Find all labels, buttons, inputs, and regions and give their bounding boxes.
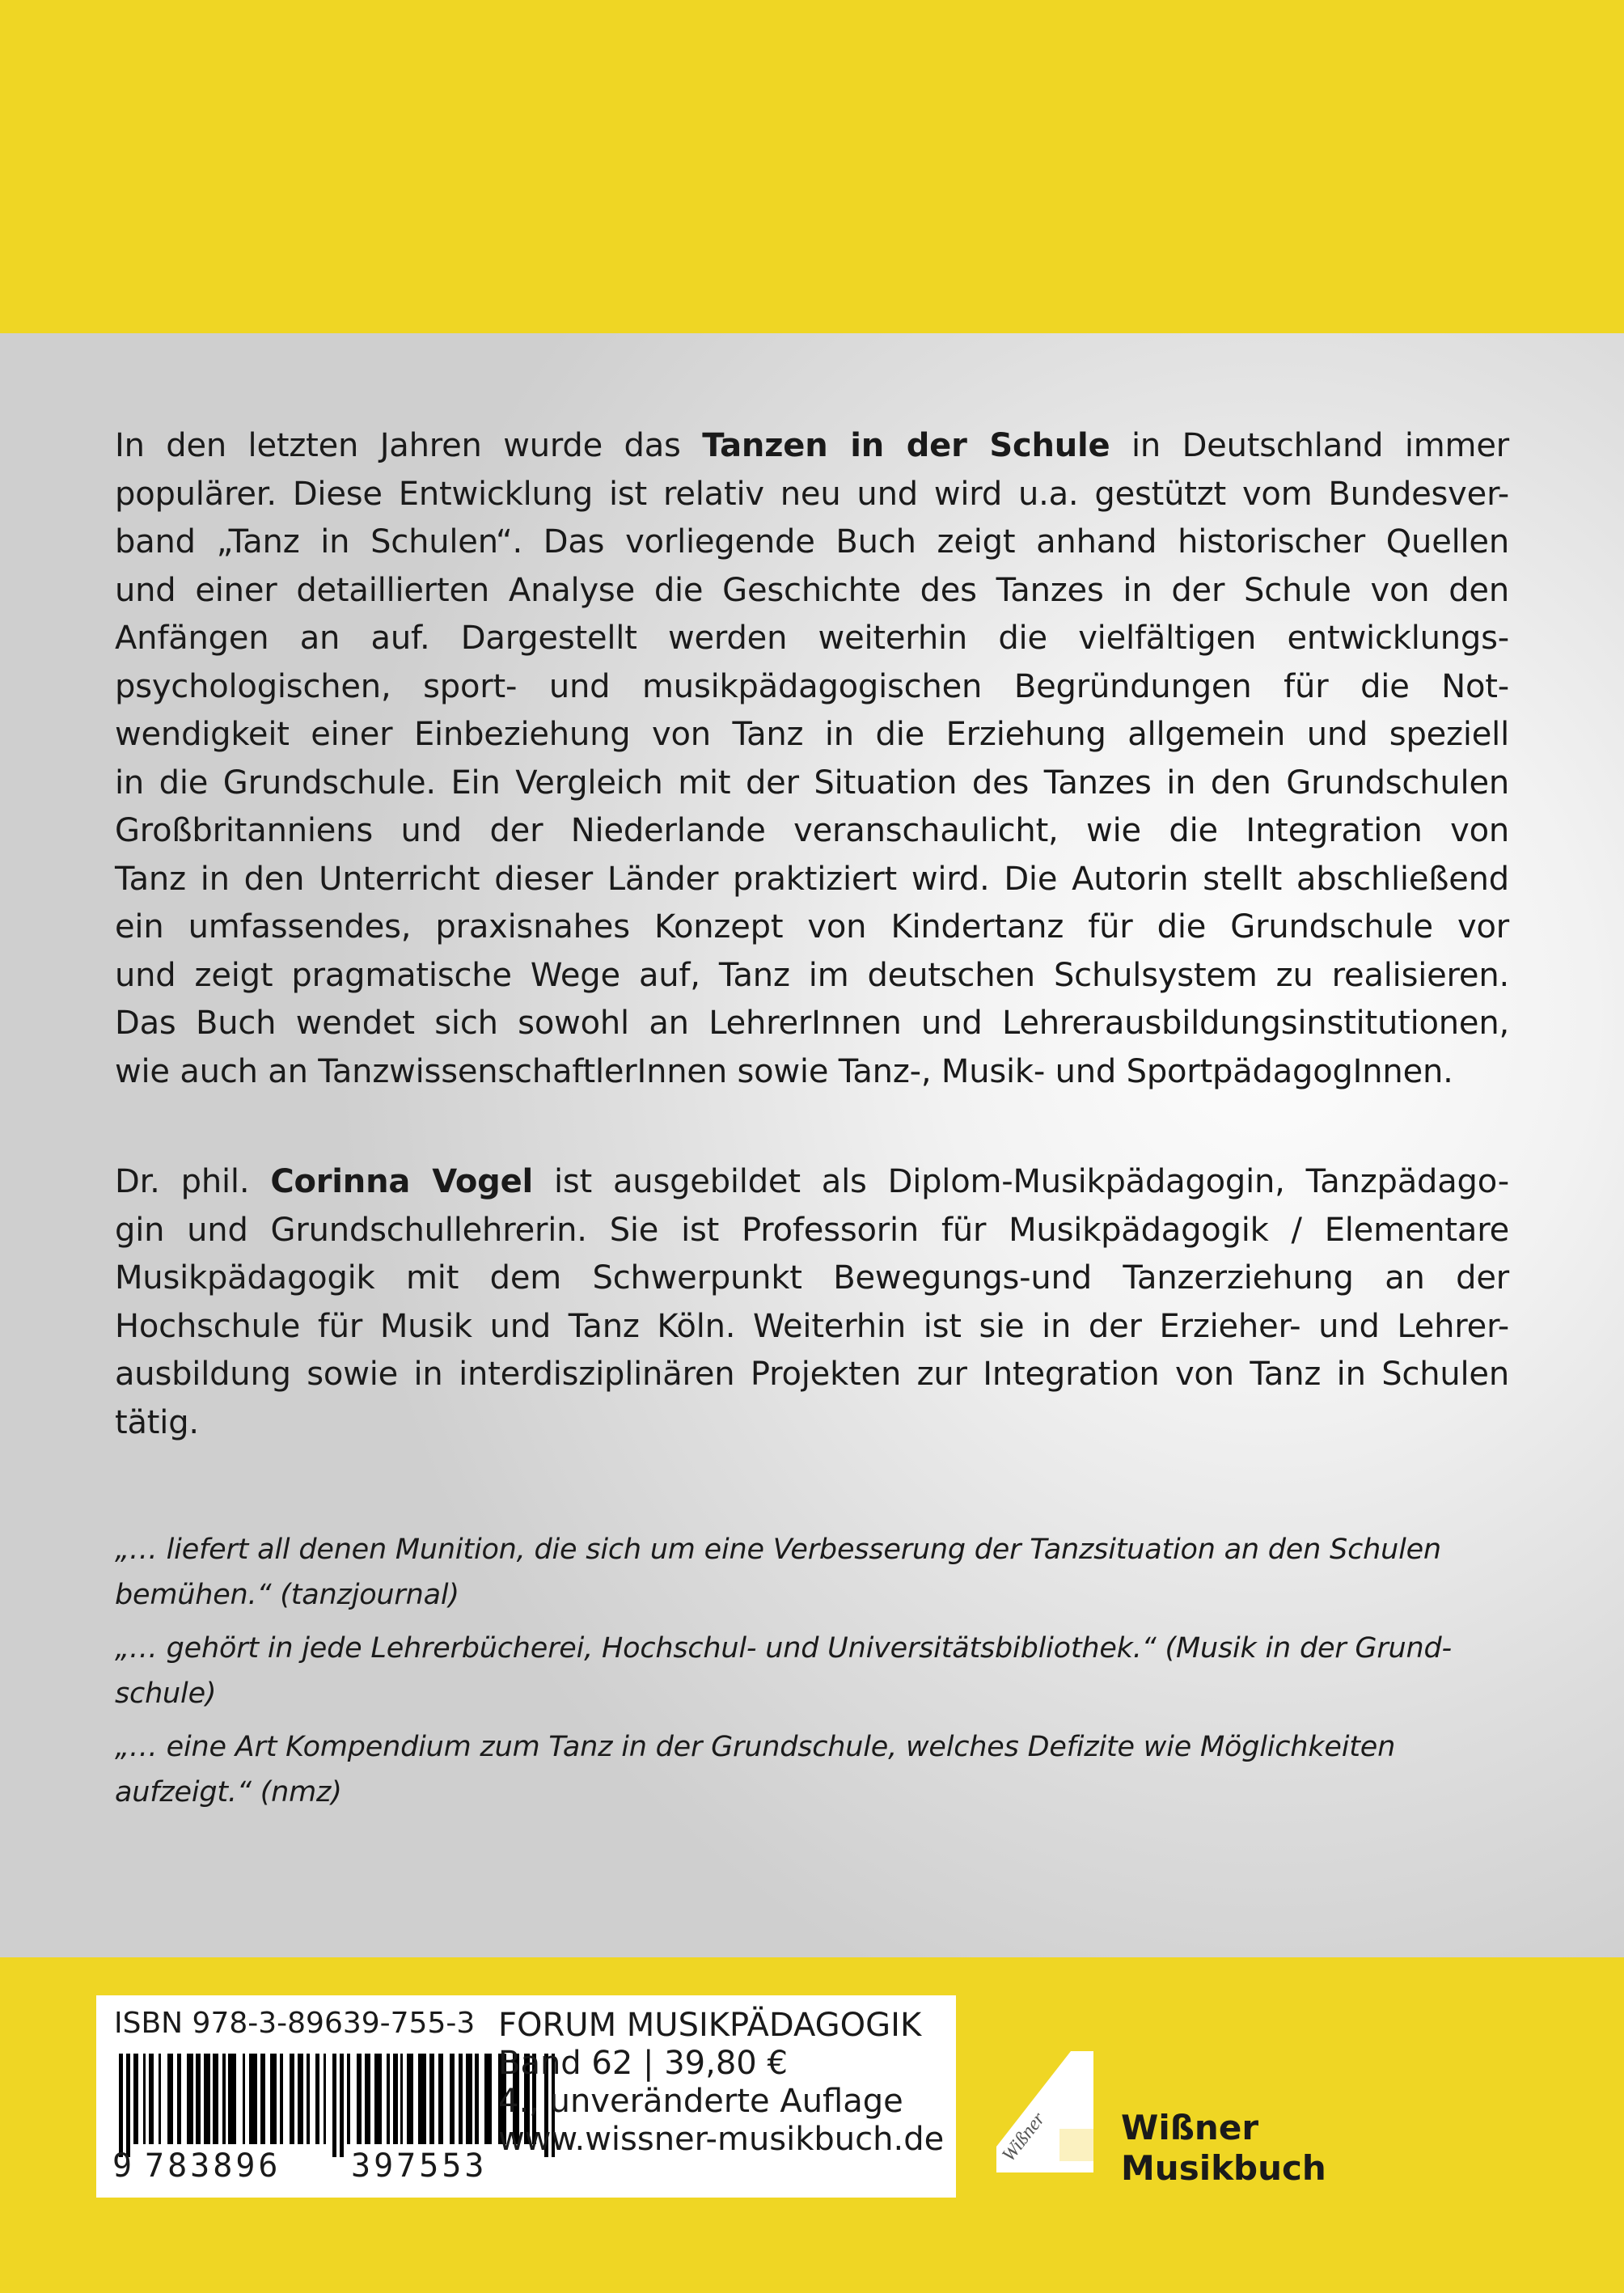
text-line: [115, 1351, 1509, 1399]
band-price: Band 62 | 39,80 €: [498, 2045, 788, 2082]
quote-line: schule): [115, 1677, 217, 1710]
text-line: [115, 856, 1509, 904]
quote-line: „… liefert all denen Munition, die sich um eine Verbesserung der Tanzsituation an den Schulen: [115, 1534, 1441, 1566]
series-info: [498, 2007, 944, 2159]
text-segment: wie auch an TanzwissenschaftlerInnen sowie Tanz-, Musik- und SportpädagogInnen.: [115, 1052, 1453, 1090]
barcode: [119, 2054, 556, 2157]
text-line: [115, 1303, 1509, 1352]
text-segment: und zeigt pragmatische Wege auf, Tanz im deutschen Schulsystem zu realisieren.: [115, 956, 1509, 994]
author-bio: [115, 1158, 1509, 1447]
text-segment: psychologischen, sport- und musikpädagogischen Begründungen für die Not-: [115, 667, 1509, 705]
isbn-number: ISBN 978-3-89639-755-3: [114, 2007, 476, 2040]
text-line: [115, 518, 1509, 567]
wissner-logo-icon: [996, 2051, 1093, 2172]
quote-line: aufzeigt.“ (nmz): [115, 1776, 342, 1809]
emphasis-text: Corinna Vogel: [270, 1163, 534, 1200]
text-segment: in die Grundschule. Ein Vergleich mit der Situation des Tanzes in den Grundschulen: [115, 764, 1509, 802]
review-quote-nmz: [115, 1724, 1509, 1815]
text-line: [115, 1158, 1509, 1207]
text-segment: populärer. Diese Entwicklung ist relativ neu und wird u.a. gestützt vom Bundesver-: [115, 475, 1509, 513]
review-quote-tanzjournal: [115, 1527, 1509, 1618]
text-line: [115, 711, 1509, 759]
text-line: [115, 663, 1509, 712]
emphasis-text: Tanzen in der Schule: [702, 427, 1110, 464]
barcode-digits-left: 783896: [145, 2147, 281, 2185]
text-line: [115, 1399, 1509, 1448]
text-line: [115, 471, 1509, 519]
book-description: [115, 422, 1509, 1096]
text-segment: in Deutschland immer: [1110, 427, 1509, 464]
logo-script-text: Wißner: [998, 2109, 1050, 2166]
text-line: [115, 1254, 1509, 1303]
publisher-website: www.wissner-musikbuch.de: [498, 2121, 945, 2158]
quote-line: bemühen.“ (tanzjournal): [115, 1579, 459, 1611]
text-line: [115, 615, 1509, 663]
text-line: [115, 567, 1509, 616]
publisher-name-line2: Musikbuch: [1121, 2148, 1326, 2188]
text-line: [115, 1048, 1509, 1097]
edition-note: 4., unveränderte Auflage: [498, 2083, 903, 2120]
text-segment: Tanz in den Unterricht dieser Länder praktiziert wird. Die Autorin stellt abschließend: [115, 860, 1509, 898]
top-yellow-band: [0, 0, 1624, 333]
text-segment: ein umfassendes, praxisnahes Konzept von Kindertanz für die Grundschule vor: [115, 908, 1509, 946]
text-segment: Anfängen an auf. Dargestellt werden weiterhin die vielfältigen entwicklungs-: [115, 620, 1509, 657]
text-segment: tätig.: [115, 1403, 199, 1441]
text-segment: Musikpädagogik mit dem Schwerpunkt Bewegungs-und Tanzerziehung an der: [115, 1259, 1509, 1297]
text-segment: In den letzten Jahren wurde das: [115, 427, 703, 464]
review-quote-musik-in-der-grundschule: [115, 1626, 1509, 1716]
text-segment: Das Buch wendet sich sowohl an LehrerInnen und Lehrerausbildungsinstitutionen,: [115, 1005, 1509, 1042]
text-line: [115, 903, 1509, 952]
text-segment: band „Tanz in Schulen“. Das vorliegende Buch zeigt anhand historischer Quellen: [115, 523, 1509, 561]
barcode-digits-right: 397553: [351, 2147, 488, 2185]
text-segment: ausbildung sowie in interdisziplinären Projekten zur Integration von Tanz in Schulen: [115, 1356, 1509, 1393]
text-line: [115, 1207, 1509, 1255]
text-line: [115, 807, 1509, 856]
isbn-box: [96, 1995, 956, 2198]
text-segment: Großbritanniens und der Niederlande veranschaulicht, wie die Integration von: [115, 812, 1509, 849]
text-line: [115, 1000, 1509, 1048]
publisher-name: [1121, 2108, 1326, 2189]
text-line: [115, 422, 1509, 471]
text-segment: und einer detaillierten Analyse die Geschichte des Tanzes in der Schule von den: [115, 571, 1509, 609]
text-line: [115, 952, 1509, 1001]
publisher-name-line1: Wißner: [1121, 2108, 1259, 2147]
barcode-digit-lead: 9: [112, 2147, 136, 2185]
text-segment: Dr. phil.: [115, 1163, 271, 1200]
text-segment: Hochschule für Musik und Tanz Köln. Weiterhin ist sie in der Erzieher- und Lehrer-: [115, 1307, 1509, 1345]
text-segment: wendigkeit einer Einbeziehung von Tanz in die Erziehung allgemein und speziell: [115, 716, 1509, 753]
series-title: FORUM MUSIKPÄDAGOGIK: [498, 2007, 922, 2044]
quote-line: „… gehört in jede Lehrerbücherei, Hochschul- und Universitätsbibliothek.“ (Musik in der Grund-: [115, 1632, 1452, 1665]
quote-line: „… eine Art Kompendium zum Tanz in der Grundschule, welches Defizite wie Möglichkeiten: [115, 1731, 1396, 1763]
text-segment: ist ausgebildet als Diplom-Musikpädagogin, Tanzpädago-: [533, 1163, 1509, 1200]
text-segment: gin und Grundschullehrerin. Sie ist Professorin für Musikpädagogik / Elementare: [115, 1211, 1509, 1249]
text-line: [115, 759, 1509, 808]
